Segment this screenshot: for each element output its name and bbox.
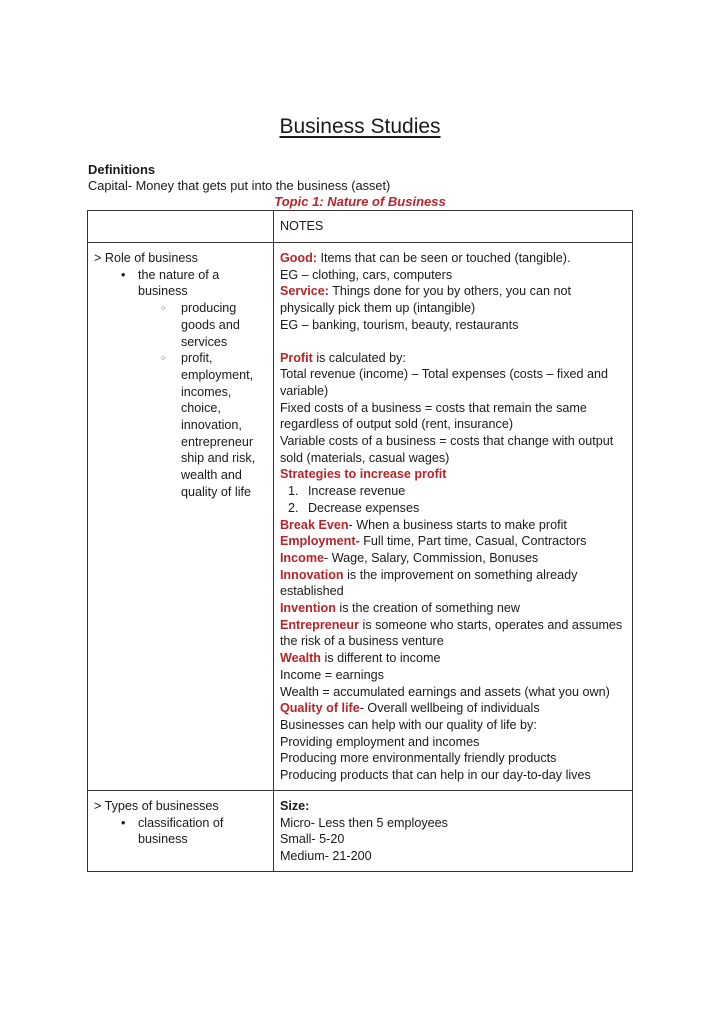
income-definition bbox=[280, 550, 628, 567]
size-heading: Size: bbox=[279, 798, 310, 813]
entrepreneur-definition bbox=[280, 617, 628, 650]
qol-line: Businesses can help with our quality of life by: bbox=[279, 717, 537, 732]
profit-text: is calculated by: bbox=[312, 350, 406, 365]
role-notes-cell bbox=[273, 243, 632, 791]
table-row bbox=[88, 790, 633, 871]
break-even-definition bbox=[280, 517, 628, 534]
role-of-business-cell bbox=[88, 243, 274, 791]
profit-formula: Total revenue (income) – Total expenses (costs – fixed and variable) bbox=[279, 367, 609, 398]
qol-line: Producing more environmentally friendly products bbox=[279, 751, 557, 766]
header-notes-cell: NOTES bbox=[273, 211, 632, 243]
types-heading: > Types of businesses bbox=[94, 798, 219, 813]
wealth-equation: Wealth = accumulated earnings and assets (what you own) bbox=[279, 684, 610, 699]
size-line: Micro- Less then 5 employees bbox=[279, 815, 448, 830]
service-definition bbox=[280, 283, 628, 316]
wealth-definition bbox=[280, 650, 628, 667]
good-example: EG – clothing, cars, computers bbox=[279, 267, 453, 282]
quality-of-life-term: Quality of life bbox=[279, 701, 360, 716]
role-heading: > Role of business bbox=[94, 251, 198, 265]
invention-term: Invention bbox=[279, 601, 336, 616]
income-equation: Income = earnings bbox=[279, 667, 384, 682]
notes-table bbox=[87, 210, 633, 872]
quality-of-life-text: - Overall wellbeing of individuals bbox=[359, 701, 540, 716]
list-item: • classification of business bbox=[94, 815, 269, 848]
types-notes-cell bbox=[273, 790, 632, 871]
income-term: Income bbox=[279, 550, 325, 565]
qol-line: Producing products that can help in our day-to-day lives bbox=[279, 768, 591, 783]
list-item: ○ producing goods and services bbox=[138, 300, 269, 350]
good-definition bbox=[280, 250, 628, 267]
wealth-term: Wealth bbox=[279, 651, 321, 666]
employment-text: Full time, Part time, Casual, Contractors bbox=[359, 534, 587, 549]
good-term: Good: bbox=[279, 251, 318, 265]
capital-definition: Capital- Money that gets put into the business (asset) bbox=[88, 178, 391, 193]
types-bullet-list bbox=[94, 815, 269, 848]
role-sub-list bbox=[138, 300, 269, 500]
innovation-term: Innovation bbox=[279, 567, 344, 582]
income-text: - Wage, Salary, Commission, Bonuses bbox=[324, 550, 539, 565]
list-item bbox=[280, 500, 628, 517]
role-bullet-list bbox=[94, 267, 269, 501]
nature-bullet: the nature of a business bbox=[138, 267, 220, 299]
qol-line: Providing employment and incomes bbox=[279, 734, 480, 749]
topic-heading: Topic 1: Nature of Business bbox=[274, 194, 446, 209]
service-text: Things done for you by others, you can not physically pick them up (intangible) bbox=[279, 284, 571, 316]
service-example: EG – banking, tourism, beauty, restaurants bbox=[279, 317, 519, 332]
profit-definition bbox=[280, 350, 628, 367]
page-title: Business Studies bbox=[279, 115, 441, 138]
employment-definition bbox=[280, 533, 628, 550]
list-item: ○ profit, employment, incomes, choice, innovation, entrepreneur ship and risk, wealth and quality of life bbox=[138, 350, 269, 500]
break-even-term: Break Even bbox=[279, 517, 349, 532]
definitions-heading: Definitions bbox=[88, 162, 156, 177]
size-line: Small- 5-20 bbox=[279, 832, 345, 847]
strategy-number: 1. bbox=[287, 484, 299, 499]
table-row bbox=[88, 243, 633, 791]
break-even-text: - When a business starts to make profit bbox=[348, 517, 567, 532]
quality-of-life-definition bbox=[280, 700, 628, 717]
strategy-number: 2. bbox=[287, 500, 299, 515]
innovation-definition bbox=[280, 567, 628, 600]
list-item bbox=[94, 267, 269, 501]
invention-definition bbox=[280, 600, 628, 617]
employment-term: Employment- bbox=[279, 534, 360, 549]
strategies-list bbox=[280, 483, 628, 516]
fixed-costs: Fixed costs of a business = costs that remain the same regardless of output sold (rent, insurance) bbox=[279, 400, 587, 432]
size-line: Medium- 21-200 bbox=[279, 848, 372, 863]
header-left-cell bbox=[88, 211, 274, 243]
good-text: Items that can be seen or touched (tangible). bbox=[317, 251, 571, 265]
entrepreneur-term: Entrepreneur bbox=[279, 617, 360, 632]
invention-text: is the creation of something new bbox=[335, 601, 521, 616]
entrepreneur-text: is someone who starts, operates and assumes the risk of a business venture bbox=[279, 617, 623, 649]
types-of-business-cell bbox=[88, 790, 274, 871]
wealth-text: is different to income bbox=[321, 651, 441, 666]
strategy-text: Decrease expenses bbox=[307, 500, 420, 515]
table-header-row bbox=[88, 211, 633, 243]
service-term: Service: bbox=[279, 284, 329, 299]
strategy-text: Increase revenue bbox=[307, 484, 406, 499]
list-item bbox=[280, 483, 628, 500]
variable-costs: Variable costs of a business = costs that change with output sold (materials, casual wages) bbox=[279, 434, 614, 465]
innovation-text: is the improvement on something already established bbox=[279, 567, 578, 599]
strategies-heading: Strategies to increase profit bbox=[279, 467, 447, 482]
spacer bbox=[280, 334, 628, 350]
profit-term: Profit bbox=[279, 350, 313, 365]
